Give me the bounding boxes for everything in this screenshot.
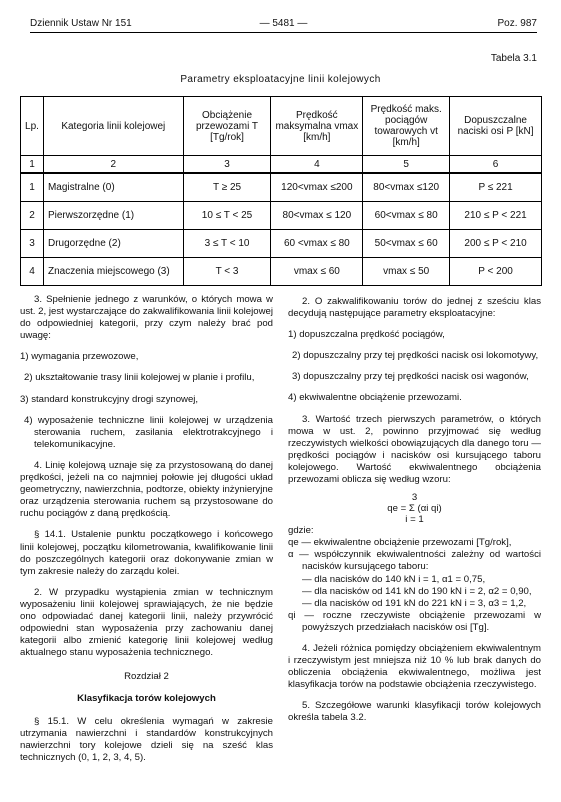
parameters-table (20, 96, 542, 286)
table-cell: 3 (21, 230, 44, 258)
header-cell: Dopuszczalne naciski osi P [kN] (450, 97, 542, 156)
left-column (20, 294, 273, 764)
table-cell: 4 (21, 258, 44, 286)
table-cell: 50<vmax ≤ 60 (363, 230, 450, 258)
definition: α — współczynnik ekwiwalentności zależny od wartości nacisków kursującego taboru: (288, 549, 541, 573)
paragraph: 3. Wartość trzech pierwszych parametrów, o których mowa w ust. 2, powinno przyjmować się według rzeczywistych wielkości obowiązujących dla danego toru — prędkości pociągów i nacisków osi kursującego taboru kolejowego. Wartość ekwiwalentnego obciążenia przewozami oblicza się według wzoru: (288, 413, 541, 486)
right-column (288, 296, 541, 725)
position-number: Poz. 987 (497, 18, 537, 29)
list-item: 3) dopuszczalny przy tej prędkości nacisk osi wagonów, (292, 371, 529, 383)
definition-subitem: — dla nacisków do 140 kN i = 1, α1 = 0,75, (302, 573, 486, 585)
table-cell: P < 200 (450, 258, 542, 286)
table-cell: 200 ≤ P < 210 (450, 230, 542, 258)
table-cell: vmax ≤ 50 (363, 258, 450, 286)
where-label: gdzie: (288, 525, 314, 537)
list-item: 2) ukształtowanie trasy linii kolejowej w planie i profilu, (24, 372, 255, 384)
table-cell: T < 3 (183, 258, 271, 286)
journal-name: Dziennik Ustaw Nr 151 (30, 18, 132, 29)
paragraph: 5. Szczegółowe warunki klasyfikacji torów kolejowych określa tabela 3.2. (288, 700, 541, 724)
table-cell: T ≥ 25 (183, 173, 271, 202)
formula: qe = Σ (αi qi) (387, 503, 442, 515)
list-item: 3) standard konstrukcyjny drogi szynowej, (20, 393, 199, 405)
table-cell: 3 ≤ T < 10 (183, 230, 271, 258)
table-cell: 60 <vmax ≤ 80 (271, 230, 363, 258)
header-cell: Obciążenie przewozami T [Tg/rok] (183, 97, 271, 156)
table-cell: 1 (21, 173, 44, 202)
col-number: 4 (271, 156, 363, 174)
paragraph: 4. Jeżeli różnica pomiędzy obciążeniem ekwiwalentnym i rzeczywistym jest mniejsza niż 10 % lub brak danych do obliczenia obciążenia ekwiwalentnego, możliwa jest klasyfikacja torów na podstawie obciążenia rzeczywistego. (288, 642, 541, 691)
header-cell: Prędkość maksymalna vmax [km/h] (271, 97, 363, 156)
list-item: 1) dopuszczalna prędkość pociągów, (288, 329, 445, 341)
column-number-row (21, 156, 542, 174)
list-item: 1) wymagania przewozowe, (20, 351, 139, 363)
table-title: Parametry eksploatacyjne linii kolejowych (180, 74, 381, 85)
chapter-number: Rozdział 2 (124, 671, 169, 683)
page-number: — 5481 — (259, 18, 308, 29)
table-row (21, 230, 542, 258)
table-row (21, 258, 542, 286)
table-cell: 210 ≤ P < 221 (450, 202, 542, 230)
col-number: 6 (450, 156, 542, 174)
paragraph: 3. Spełnienie jednego z warunków, o których mowa w ust. 2, jest wystarczające do zakwalifikowania linii kolejowej do odpowiedniej kategorii, przy czym należy brać pod uwagę: (20, 294, 273, 342)
col-number: 2 (43, 156, 183, 174)
list-item: 2) dopuszczalny przy tej prędkości nacisk osi lokomotywy, (292, 350, 539, 362)
table-cell: 10 ≤ T < 25 (183, 202, 271, 230)
formula-upper-limit: 3 (411, 492, 418, 504)
table-cell: Drugorzędne (2) (43, 230, 183, 258)
definition: qe — ekwiwalentne obciążenie przewozami [Tg/rok], (288, 537, 512, 549)
definition-subitem: — dla nacisków od 141 kN do 190 kN i = 2, α2 = 0,90, (302, 585, 532, 597)
table-cell: Znaczenia miejscowego (3) (43, 258, 183, 286)
paragraph: 2. W przypadku wystąpienia zmian w technicznym wyposażeniu linii kolejowej sprawiających, że nie będzie ono odpowiadać danej kategorii linii, należy przywrócić odpowiedni stan wyposażenia przy zachowaniu danej kategorii albo zmienić kategorię linii kolejowej według aktualnego stanu wyposażenia technicznego. (20, 586, 273, 659)
table-cell: 2 (21, 202, 44, 230)
table-cell: vmax ≤ 60 (271, 258, 363, 286)
paragraph: 4. Linię kolejową uznaje się za przystosowaną do danej prędkości, jeżeli na co najmniej połowie jej długości układ geometryczny, nawierzchnia, podtorze, obiekty inżynieryjne oraz urządzenia sterowania ruchem są przystosowane do ruchu pociągów z daną prędkością. (20, 459, 273, 520)
header-cell: Lp. (21, 97, 44, 156)
table-cell: 60<vmax ≤ 80 (363, 202, 450, 230)
chapter-title: Klasyfikacja torów kolejowych (77, 693, 216, 705)
paragraph: 2. O zakwalifikowaniu torów do jednej z sześciu klas decydują następujące parametry eksploatacyjne: (288, 296, 541, 320)
col-number: 1 (21, 156, 44, 174)
definition: qi — roczne rzeczywiste obciążenie przewozami w powyższych przedziałach nacisków osi [Tg]. (288, 609, 541, 633)
table-row (21, 173, 542, 202)
paragraph: § 15.1. W celu określenia wymagań w zakresie utrzymania nawierzchni i standardów konstrukcyjnych nawierzchni tory kolejowe dzieli się na sześć klas technicznych (0, 1, 2, 3, 4, 5). (20, 715, 273, 763)
list-item: 4) ekwiwalentne obciążenie przewozami. (288, 392, 462, 404)
table-cell: 80<vmax ≤120 (363, 173, 450, 202)
header-cell: Kategoria linii kolejowej (43, 97, 183, 156)
col-number: 3 (183, 156, 271, 174)
col-number: 5 (363, 156, 450, 174)
table-cell: P ≤ 221 (450, 173, 542, 202)
formula-lower-limit: i = 1 (405, 514, 424, 526)
header-cell: Prędkość maks. pociągów towarowych vt [km/h] (363, 97, 450, 156)
table-row (21, 202, 542, 230)
table-cell: Magistralne (0) (43, 173, 183, 202)
paragraph: § 14.1. Ustalenie punktu początkowego i końcowego linii kolejowej, początku kilometrowania, kwalifikowanie linii do poszczególnych kategorii oraz dokonywanie zmian w tym zakresie należy do zarządu kolei. (20, 529, 273, 577)
table-cell: 120<vmax ≤200 (271, 173, 363, 202)
page-header (30, 18, 537, 32)
table-cell: 80<vmax ≤ 120 (271, 202, 363, 230)
list-item: 4) wyposażenie techniczne linii kolejowej w urządzenia sterowania ruchem, zasilania elektrotrakcyjnego i telekomunikacyjne. (24, 414, 273, 450)
definition-subitem: — dla nacisków od 191 kN do 221 kN i = 3, α3 = 1,2, (302, 597, 527, 609)
table-label: Tabela 3.1 (490, 53, 537, 64)
table-cell: Pierwszorzędne (1) (43, 202, 183, 230)
header-rule (30, 32, 537, 33)
